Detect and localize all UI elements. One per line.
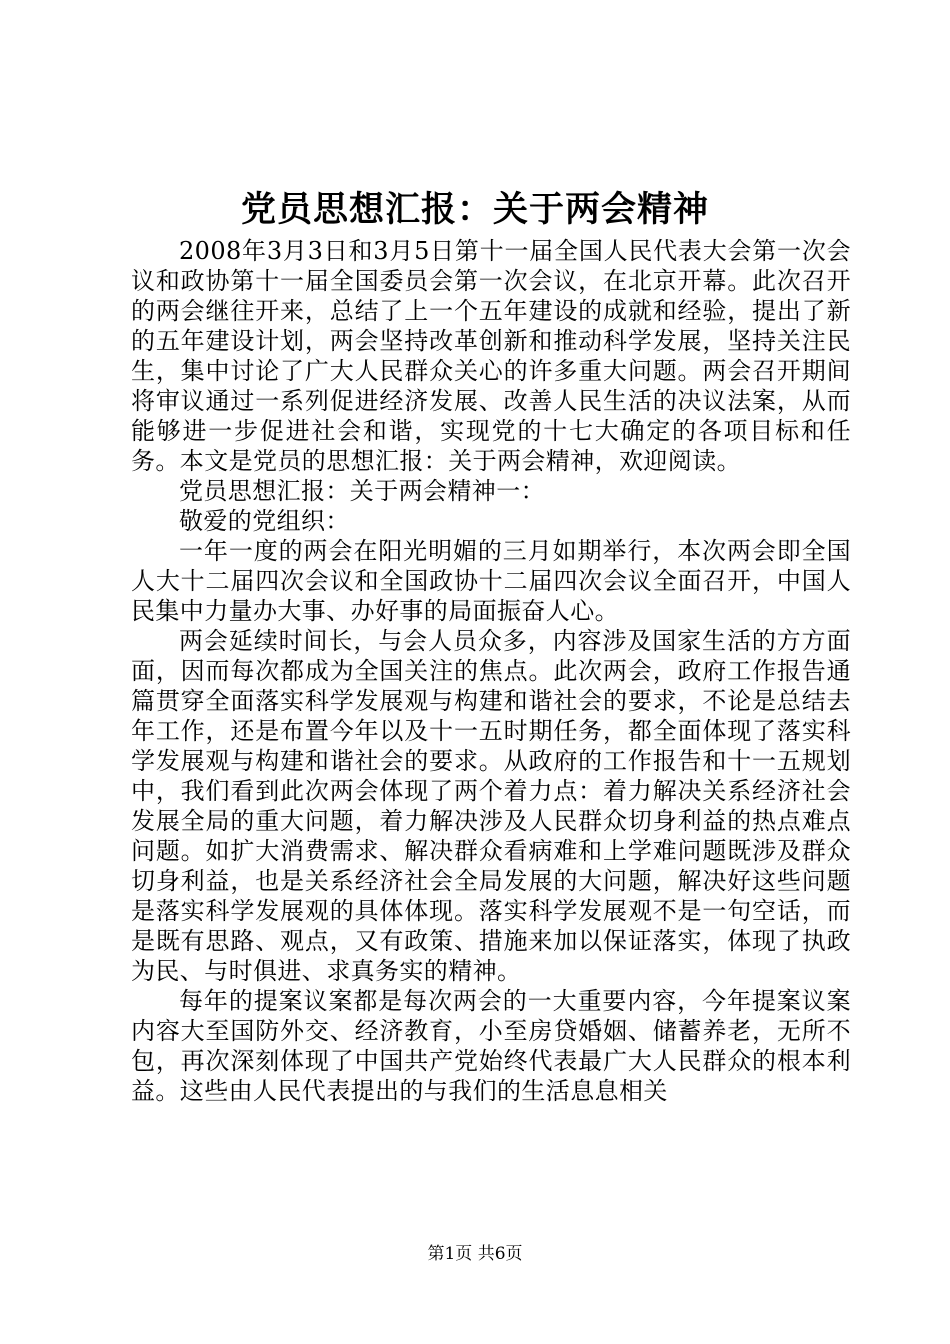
intro-paragraph: 2008年3月3日和3月5日第十一届全国人民代表大会第一次会议和政协第十一届全国委员会第一次会议，在北京开幕。此次召开的两会继往开来，总结了上一个五年建设的成就和经验，提出了新的五年建设计划，两会坚持改革创新和推动科学发展，坚持关注民生，集中讨论了广大人民群众关心的许多重大问题。两会召开期间将审议通过一系列促进经济发展、改善人民生活的决议法案，从而能够进一步促进社会和谐，实现党的十七大确定的各项目标和任务。本文是党员的思想汇报：关于两会精神，欢迎阅读。 — [131, 237, 851, 475]
document-body — [131, 236, 851, 1106]
body-paragraph: 每年的提案议案都是每次两会的一大重要内容，今年提案议案内容大至国防外交、经济教育，小至房贷婚姻、储蓄养老，无所不包，再次深刻体现了中国共产党始终代表最广大人民群众的根本利益。这些由人民代表提出的与我们的生活息息相关 — [131, 987, 851, 1105]
section-heading: 党员思想汇报：关于两会精神一： — [179, 477, 545, 505]
document-title: 党员思想汇报：关于两会精神 — [240, 189, 709, 230]
salutation: 敬爱的党组织： — [179, 507, 350, 535]
body-paragraph: 一年一度的两会在阳光明媚的三月如期举行，本次两会即全国人大十二届四次会议和全国政协十二届四次会议全面召开，中国人民集中力量办大事、办好事的局面振奋人心。 — [131, 537, 851, 625]
body-paragraph: 两会延续时间长，与会人员众多，内容涉及国家生活的方方面面，因而每次都成为全国关注的焦点。此次两会，政府工作报告通篇贯穿全面落实科学发展观与构建和谐社会的要求，不论是总结去年工作，还是布置今年以及十一五时期任务，都全面体现了落实科学发展观与构建和谐社会的要求。从政府的工作报告和十一五规划中，我们看到此次两会体现了两个着力点：着力解决关系经济社会发展全局的重大问题，着力解决涉及人民群众切身利益的热点难点问题。如扩大消费需求、解决群众看病难和上学难问题既涉及群众切身利益，也是关系经济社会全局发展的大问题，解决好这些问题是落实科学发展观的具体体现。落实科学发展观不是一句空话，而是既有思路、观点，又有政策、措施来加以保证落实，体现了执政为民、与时俱进、求真务实的精神。 — [131, 627, 851, 985]
page-number-footer: 第1页 共6页 — [427, 1244, 523, 1264]
